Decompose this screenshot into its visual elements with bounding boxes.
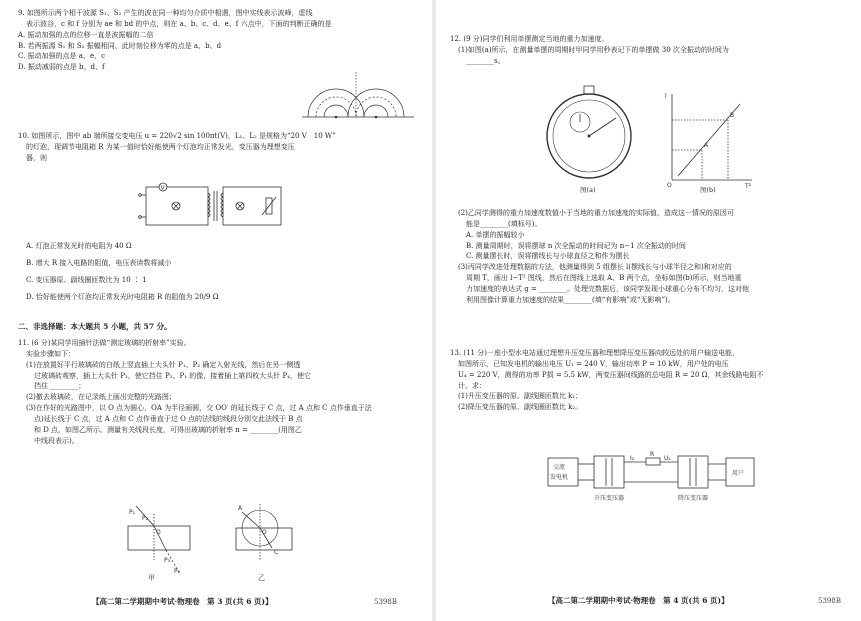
q11-line: 过玻璃砖观察，插上大头针 P₃，使它挡住 P₂、P₁ 的像，接着插上第四枚大头针 P₄，使它 [34,371,311,380]
figure-label-a: 图(a) [580,186,596,194]
question-11 [18,338,372,446]
wave-interference-figure [298,62,418,122]
q13-line: 计。求： [458,381,486,390]
generator-label-2: 发电机 [550,474,569,481]
q10-stem-line: 的灯泡，现调节电阻箱 R 为某一值时恰好能使两个灯泡均正常发光，变压器为理想变压 [26,142,295,151]
q11-line: 中线段表示)。 [34,436,79,445]
transformer-circuit-figure [128,181,288,231]
q12-line: (2)乙同学测得的重力加速度数值小于当地的重力加速度的实际值，造成这一情况的原因可 [458,209,734,217]
question-12 [450,34,729,67]
q11-line: 点)延长线于 C 点，过 A 点和 C 点作垂直于过 O 点的法线的线段分别交此法线于 B 点 [34,414,303,423]
q10-option-d: D. 恰好能使两个灯泡均正常发光时电阻箱 R 的阻值为 20/9 Ω [26,292,219,301]
q10-option-c: C. 变压器原、副线圈匝数比为 10 ∶ 1 [26,275,147,284]
svg-text:C: C [274,549,279,556]
q13-line: (1)升压变压器的原、副线圈匝数比 k₁； [458,392,583,401]
figure-label-b: 图(b) [700,186,716,194]
svg-text:U₂: U₂ [664,455,671,462]
paper-code: 5398B [818,597,841,605]
q13-line: (2)降压变压器的原、副线圈匝数比 k₂。 [458,403,583,412]
step-down-label: 降压变压器 [678,495,709,502]
q9-option-a: A. 振动加强的点的位移一直是波振幅的二倍 [18,30,154,39]
paper-code: 5398B [374,598,397,606]
q12-part2 [458,208,749,306]
power-transmission-figure [546,448,758,506]
q12-line: 利用图像计算重力加速度的结果________(填“有影响”或“无影响”)。 [466,295,675,304]
q9-option-c: C. 振动加强的点是 a、e、c [18,52,106,61]
q12-line: 周期 T，画出 l−T² 图线，然后在图线上选取 A、B 两个点，坐标如图(b)所示，则当地重 [466,274,742,283]
q12-option-c: C. 测量摆长时，误将摆线长与小球直径之和作为摆长 [466,252,630,261]
figure-label-yi: 乙 [258,574,265,582]
section-2-heading: 二、非选择题：本大题共 5 小题，共 57 分。 [18,322,172,331]
question-13 [450,348,763,413]
refraction-figures [118,500,338,582]
q11-stem: 11. (6 分)某同学用插针法做“测定玻璃的折射率”实验。 [18,339,191,347]
q11-line: 和 D 点，如图乙所示。测量有关线段长度，可得出玻璃的折射率 n = ________(用图乙 [34,425,302,434]
q9-stem-line: 9. 如图所示两个相干波源 S₁、S₂ 产生的波在同一种均匀介质中相遇，图中实线表示波峰，虚线 [18,9,313,17]
q11-steps-title: 实验步骤如下： [26,349,75,358]
q10-stem-line: 10. 如图所示，图中 ab 端所接交变电压 u = 220√2 sin 100πt(V)，L₁、L₂ 是规格为“20 V 10 W” [18,132,336,140]
figure-label-jia: 甲 [148,574,155,582]
q10-option-a: A. 灯泡正常发光时的电阻为 40 Ω [26,242,132,250]
q13-line: 如图所示，已知发电机的输出电压 U₁ = 240 V，输出功率 P = 10 kW，用户处的电压 [458,359,729,368]
svg-text:l: l [665,93,667,100]
q9-stem-line: 表示波谷，c 和 f 分别为 ae 和 bd 的中点，则在 a、b、c、d、e、f 六点中，下面的判断正确的是 [26,19,332,28]
q10-stem-line: 器，则 [26,153,47,162]
q11-line: (2)撤去玻璃砖，在记录纸上画出完整的光路图； [26,393,176,402]
svg-text:V: V [160,184,165,192]
q12-line: (3)丙同学改进处理数据的方法，他测量得到 5 组摆长 l(摆线长与小球半径之和)和对应的 [458,263,732,272]
svg-text:A: A [238,505,243,512]
svg-text:P₂: P₂ [142,515,149,522]
page-footer: 【高二第二学期期中考试·物理卷 第 3 页(共 6 页)】 [92,597,273,606]
generator-label: 交流 [553,464,566,471]
pendulum-figures [540,84,770,196]
svg-text:A: A [704,142,709,149]
svg-text:B: B [730,112,735,119]
q13-line: 13. (11 分)一座小型水电站通过理想升压变压器和理想降压变压器向较远处的用户输送电能， [450,349,739,357]
exam-page-right [436,0,861,621]
page-footer: 【高二第二学期期中考试·物理卷 第 4 页(共 6 页)】 [548,596,729,605]
question-10 [18,131,336,164]
q10-option-b: B. 增大 R 接入电路的阻值，电压表读数将减小 [26,258,172,267]
q13-line: U₄ = 220 V，测得的功率 P损 = 5.5 kW，两变压器间线路的总电阻 R = 20 Ω，其余线路电阻不 [458,370,764,379]
svg-text:O: O [667,182,672,189]
q12-option-b: B. 测量周期时，误将摆球 n 次全振动的时间记为 n−1 次全振动的时间 [466,241,686,250]
svg-text:I₂: I₂ [630,455,635,462]
q12-line: 力加速度的表达式 g = ________。处理完数据后，该同学发现小球重心分布不均匀，这对他 [466,284,750,293]
svg-text:R: R [650,451,655,458]
q12-line: 能是________(填标号)。 [466,219,542,228]
q9-option-b: B. 若两振源 S₁ 和 S₂ 振幅相同，此时刻位移为零的点是 a、b、d [18,41,222,50]
step-up-label: 升压变压器 [594,495,625,502]
svg-text:P₃: P₃ [164,557,171,564]
q9-option-d: D. 振动减弱的点是 b、d、f [18,63,105,72]
q11-line: (3)在作好的光路图中，以 O 点为圆心，OA 为半径画圆，交 OO′ 的延长线于 C 点，过 A 点和 C 点作垂直于法 [26,404,372,413]
q11-line: (1)在放置好平行玻璃砖的白纸上竖直插上大头针 P₁、P₂ 确定入射光线，然后在另一侧透 [26,360,301,369]
svg-text:P₄: P₄ [174,568,181,575]
q12-stem: 12. (9 分)同学们利用单摆测定当地的重力加速度。 [450,35,609,43]
user-label: 用户 [732,470,745,477]
svg-text:T²: T² [745,183,752,190]
q12-option-a: A. 单摆的振幅较小 [466,230,525,239]
q12-line: ________s。 [466,56,505,65]
svg-text:O: O [262,529,267,536]
question-9 [18,8,332,73]
svg-text:P₁: P₁ [129,509,136,516]
q10-options [26,241,219,302]
q12-line: (1)如图(a)所示，在测量单摆的周期时甲同学用秒表记下的单摆做 30 次全振动的时间为 [458,45,729,54]
svg-text:O: O [156,529,161,536]
q11-line: 挡住 ________； [34,382,86,391]
